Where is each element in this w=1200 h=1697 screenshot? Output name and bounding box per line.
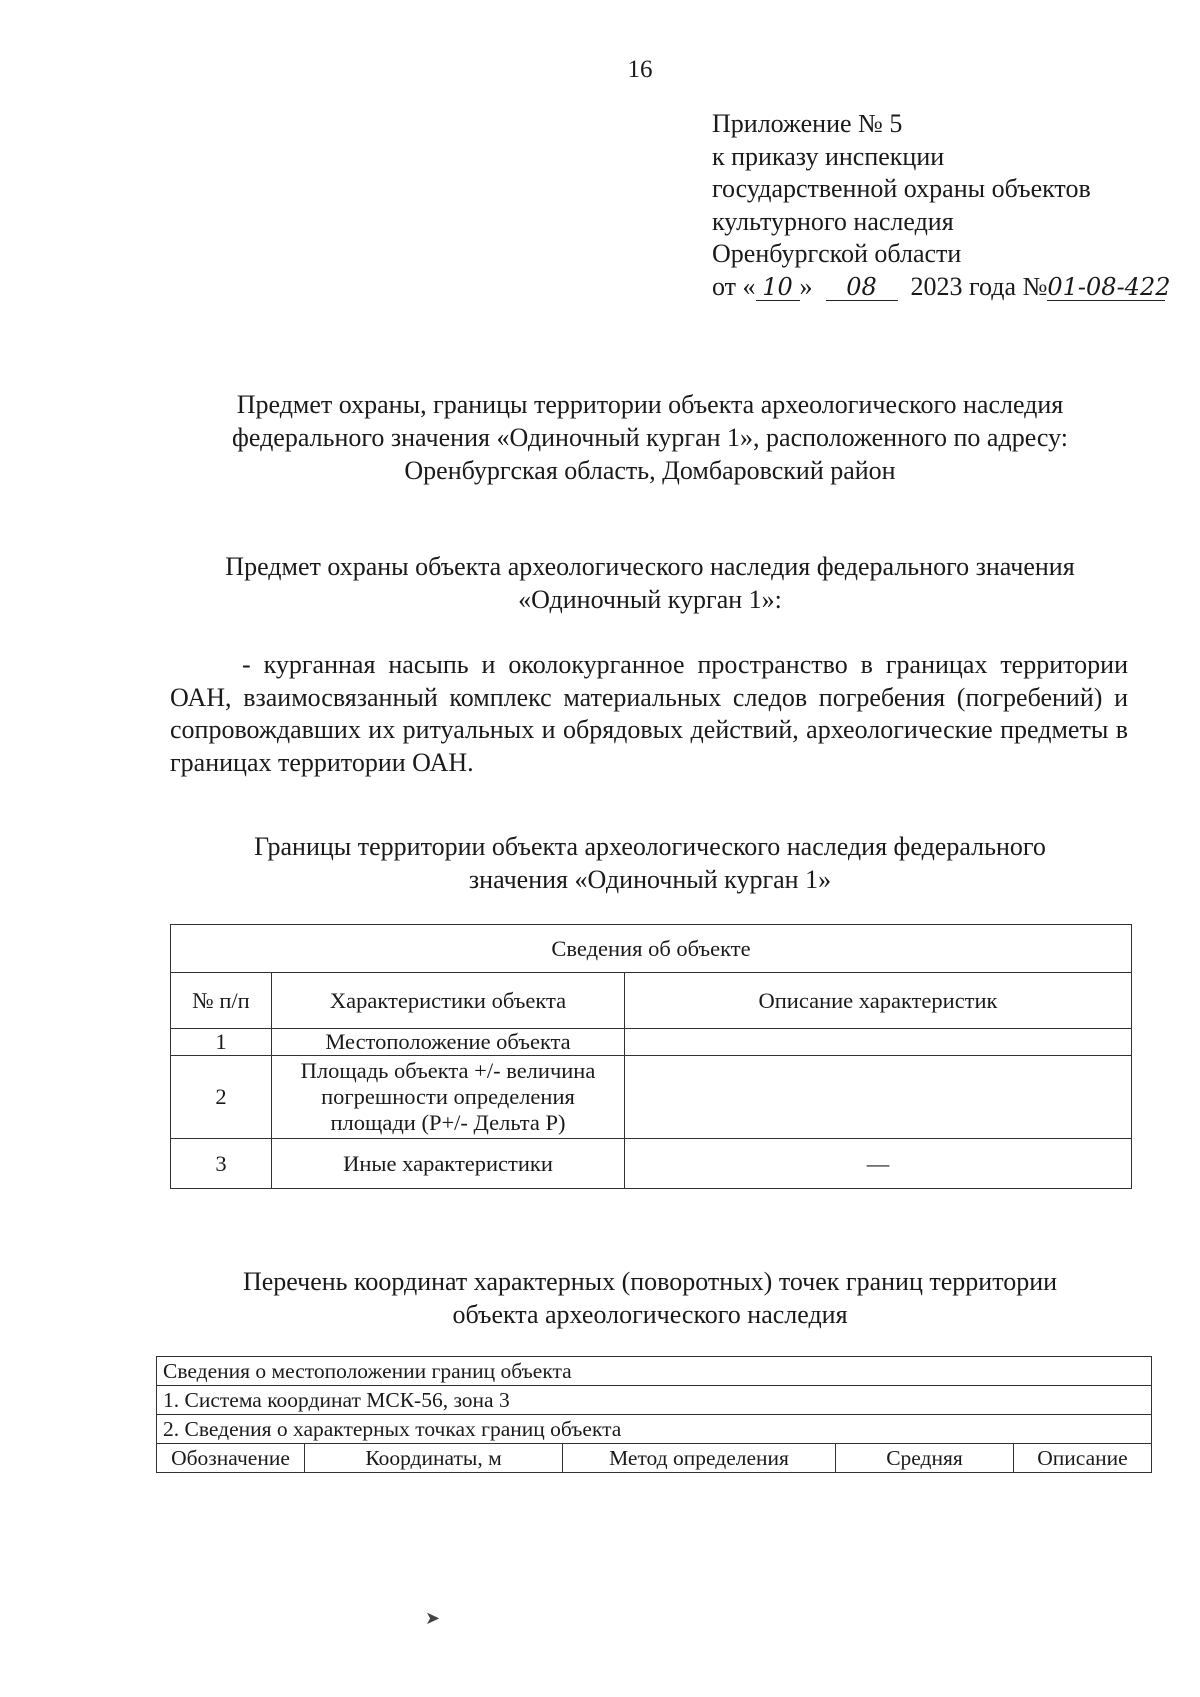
row-description bbox=[625, 1029, 1132, 1056]
date-prefix: от « bbox=[712, 271, 756, 301]
column-header: № п/п bbox=[171, 973, 272, 1029]
scan-mark-icon: ➤ bbox=[425, 1608, 441, 1628]
column-header: Описание характеристик bbox=[625, 973, 1132, 1029]
appendix-block bbox=[712, 108, 1171, 303]
heading-line: объекта археологического наследия bbox=[452, 1300, 848, 1329]
order-date-line bbox=[712, 271, 1171, 304]
appendix-line: государственной охраны объектов bbox=[712, 174, 1091, 203]
heading-line: значения «Одиночный курган 1» bbox=[468, 865, 832, 894]
title-line: Предмет охраны, границы территории объекта археологического наследия bbox=[236, 390, 1064, 419]
appendix-line: Оренбургской области bbox=[712, 239, 962, 268]
row-characteristic: Иные характеристики bbox=[272, 1139, 625, 1189]
table-row bbox=[171, 1139, 1132, 1189]
table-row-label: 1. Система координат МСК-56, зона 3 bbox=[157, 1386, 1152, 1415]
coordinates-table bbox=[156, 1356, 1152, 1473]
row-description: — bbox=[625, 1139, 1132, 1189]
title-line: федерального значения «Одиночный курган 1», расположенного по адресу: bbox=[232, 423, 1068, 452]
handwritten-month: 08 bbox=[826, 274, 898, 301]
heading-line: «Одиночный курган 1»: bbox=[518, 585, 782, 614]
row-number: 2 bbox=[171, 1056, 272, 1139]
appendix-line: Приложение № 5 bbox=[712, 109, 903, 138]
column-header: Характеристики объекта bbox=[272, 973, 625, 1029]
heading-line: Перечень координат характерных (поворотных) точек границ территории bbox=[242, 1267, 1058, 1296]
handwritten-day: 10 bbox=[756, 274, 800, 301]
protection-paragraph: - курганная насыпь и околокурганное пространство в границах территории ОАН, взаимосвязанный комплекс материальных следов погребения (погребений) и сопровождавших их ритуальных и обрядовых действий, археологические предметы в границах территории ОАН. bbox=[170, 650, 1128, 777]
row-characteristic: Площадь объекта +/- величина погрешности определения площади (Р+/- Дельта Р) bbox=[272, 1056, 625, 1139]
section-heading-coordinates bbox=[150, 1265, 1150, 1331]
row-number: 1 bbox=[171, 1029, 272, 1056]
table-caption: Сведения об объекте bbox=[171, 925, 1132, 973]
section-heading-boundaries bbox=[150, 830, 1150, 896]
row-description bbox=[625, 1056, 1132, 1139]
column-header: Метод определения bbox=[563, 1444, 836, 1473]
column-header: Координаты, м bbox=[305, 1444, 563, 1473]
table-row-label: Сведения о местоположении границ объекта bbox=[157, 1357, 1152, 1386]
appendix-line: культурного наследия bbox=[712, 206, 954, 236]
title-line: Оренбургская область, Домбаровский район bbox=[404, 456, 896, 485]
year-text: 2023 года № bbox=[910, 271, 1048, 301]
heading-line: Границы территории объекта археологического наследия федерального bbox=[254, 832, 1046, 861]
row-characteristic: Местоположение объекта bbox=[272, 1029, 625, 1056]
column-header: Средняя bbox=[836, 1444, 1014, 1473]
document-title bbox=[150, 388, 1150, 487]
object-info-table bbox=[170, 924, 1132, 1189]
page-number: 16 bbox=[627, 56, 653, 83]
column-header: Обозначение bbox=[157, 1444, 305, 1473]
column-header: Описание bbox=[1014, 1444, 1152, 1473]
appendix-line: к приказу инспекции bbox=[712, 141, 945, 171]
heading-line: Предмет охраны объекта археологического наследия федерального значения bbox=[225, 552, 1075, 581]
table-row-label: 2. Сведения о характерных точках границ объекта bbox=[157, 1415, 1152, 1444]
date-mid: » bbox=[799, 271, 813, 301]
table-row bbox=[171, 1056, 1132, 1139]
row-number: 3 bbox=[171, 1139, 272, 1189]
handwritten-order-number: 01-08-422 bbox=[1047, 272, 1171, 301]
table-row bbox=[171, 1029, 1132, 1056]
section-heading-protection bbox=[150, 550, 1150, 616]
